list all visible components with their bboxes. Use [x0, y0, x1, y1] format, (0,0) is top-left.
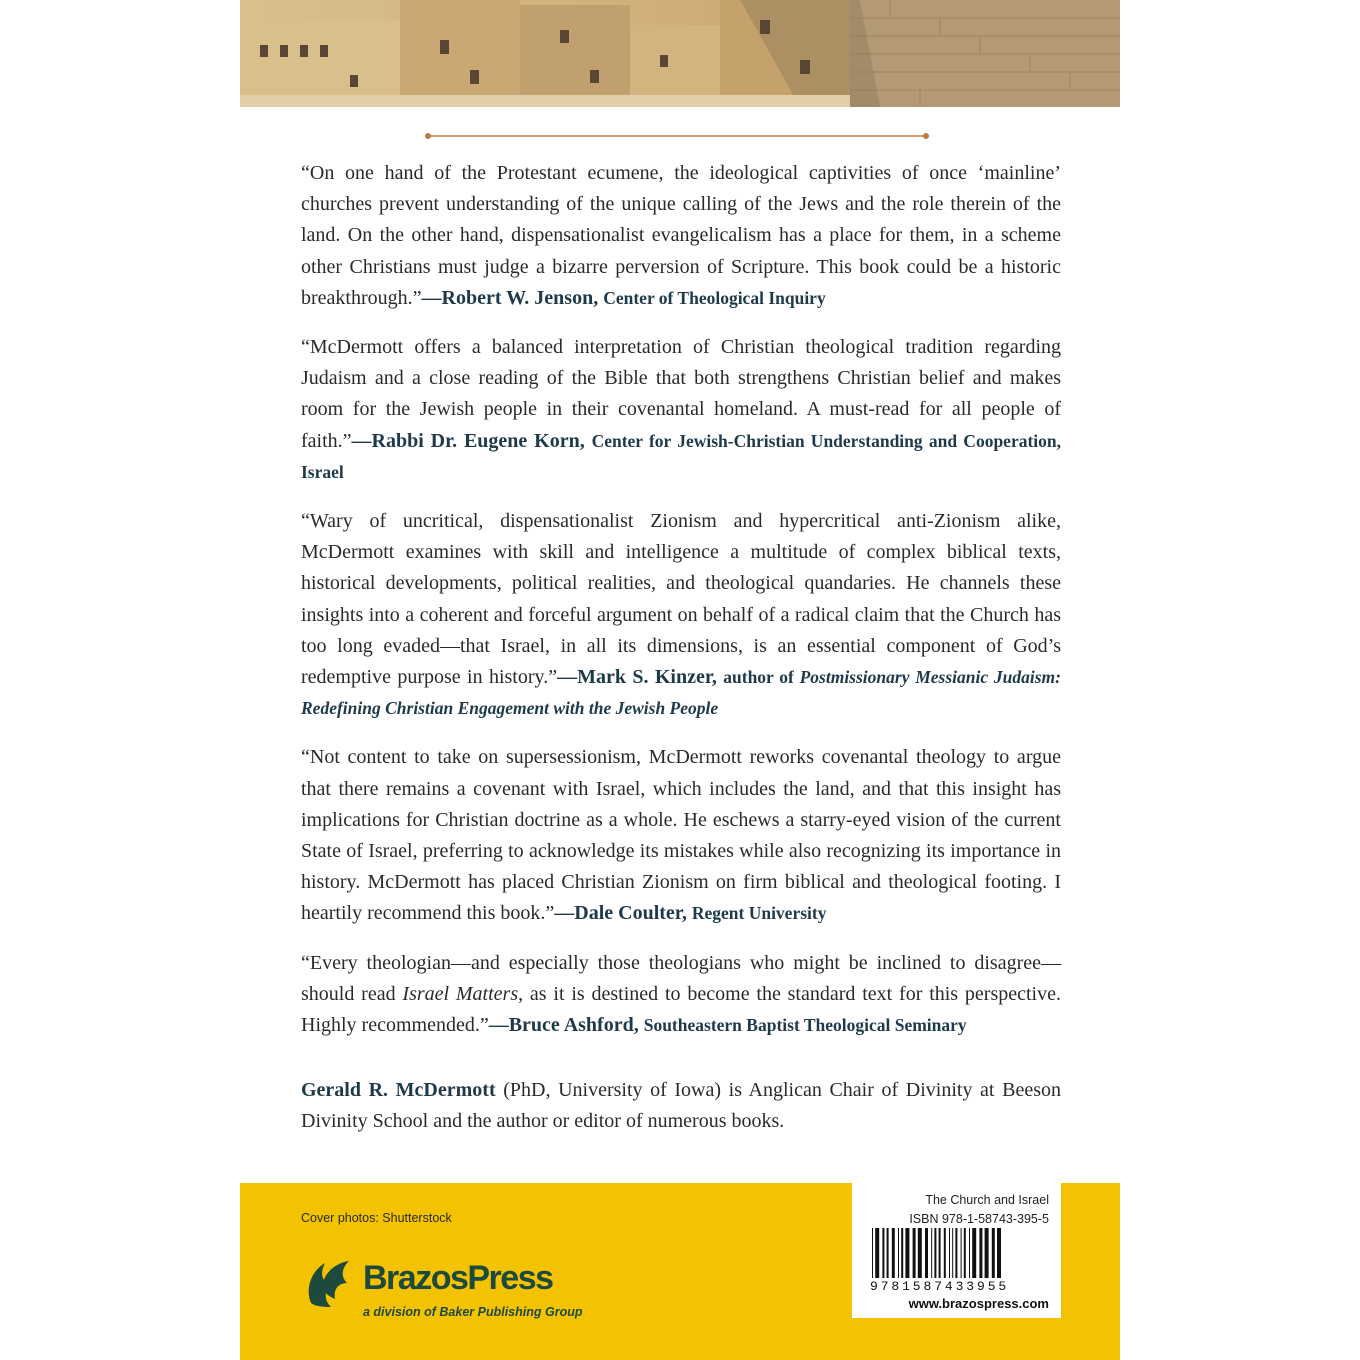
barcode-bar [898, 1228, 899, 1278]
book-title: Israel Matters [402, 982, 519, 1005]
quote-text: “Not content to take on supersessionism, McDermott reworks covenantal theology to argue that there remains a covenant with Israel, which includes the land, and that this insight has implications for Christian doctrine as a whole. He eschews a starry-eyed vision of the current State of Israel, preferring to acknowledge its mistakes while also recognizing its importance in history. McDermott has placed Christian Zionism on firm biblical and theological footing. I heartily recommend this book.” [301, 746, 1061, 925]
isbn-label: ISBN 978-1-58743-395-5 [909, 1212, 1049, 1226]
endorsement-coulter [301, 742, 1061, 929]
ornament-rule [425, 132, 929, 140]
series-title: The Church and Israel [925, 1193, 1049, 1207]
endorser-affiliation: Regent University [691, 903, 827, 924]
endorser-name: —Bruce Ashford, [488, 1014, 639, 1037]
publisher-logo [301, 1253, 601, 1333]
quote-text: “Wary of uncritical, dispensationalist Zionism and hypercritical anti-Zionism alike, McDermott examines with skill and intelligence a multitude of complex biblical texts, historical developments, political realities, and theological quandaries. He channels these insights into a coherent and forceful argument on behalf of a radical claim that the Church has too long evaded—that Israel, in all its dimensions, is an essential component of God’s redemptive purpose in history.” [301, 510, 1061, 689]
barcode-bar [931, 1228, 932, 1278]
barcode-bar [964, 1228, 966, 1278]
barcode-bar [949, 1228, 950, 1278]
barcode-digits: 9781587433955 [870, 1279, 1010, 1294]
barcode-bar [872, 1228, 873, 1278]
book-title: Postmissionary Messianic Judaism: Redefining Christian Engagement with the Jewish People [301, 667, 1061, 719]
brazos-flame-logo-icon [301, 1253, 357, 1309]
endorser-name: —Mark S. Kinzer, [557, 666, 717, 689]
quote-text: , as it is destined to become the standard text for this perspective. Highly recommended.” [301, 982, 1061, 1037]
endorser-affiliation: Center for Jewish-Christian Understanding and Cooperation, Israel [301, 430, 1062, 482]
barcode-bar [961, 1228, 962, 1278]
barcode-bar [892, 1228, 895, 1278]
endorsement-ashford [301, 948, 1061, 1042]
author-bio [301, 1075, 1061, 1137]
endorsement-kinzer [301, 506, 1061, 724]
barcode-bar [882, 1228, 884, 1278]
barcode-bar [944, 1228, 946, 1278]
endorser-affiliation: Center of Theological Inquiry [603, 287, 826, 308]
photo-credit: Cover photos: Shutterstock [301, 1211, 452, 1225]
publisher-url: www.brazospress.com [908, 1296, 1049, 1311]
barcode-bar [875, 1228, 879, 1278]
barcode-bar [952, 1228, 953, 1278]
back-cover [240, 0, 1120, 1360]
barcode-bar [969, 1228, 970, 1278]
endorsements [301, 158, 1061, 1157]
endorsement-korn [301, 332, 1061, 488]
barcode-bar [955, 1228, 957, 1278]
barcode-bar [992, 1228, 995, 1278]
barcode-bar [934, 1228, 936, 1278]
quote-text: “McDermott offers a balanced interpretation of Christian theological tradition regarding Judaism and a close reading of the Bible that both strengthens Christian belief and makes room for the Jewish people in their covenantal homeland. A must-read for all people of faith.” [301, 336, 1061, 452]
barcode-bar [939, 1228, 941, 1278]
isbn-barcode [870, 1228, 1050, 1280]
publisher-division: a division of Baker Publishing Group [363, 1305, 583, 1319]
barcode-bar [913, 1228, 916, 1278]
endorser-name: —Robert W. Jenson, [421, 286, 599, 309]
author-name: Gerald R. McDermott [301, 1079, 496, 1102]
barcode-bar [997, 1228, 1001, 1278]
barcode-bar [918, 1228, 922, 1278]
barcode-bar [979, 1228, 982, 1278]
barcode-bar [905, 1228, 909, 1278]
barcode-bar [887, 1228, 889, 1278]
endorser-name: —Dale Coulter, [554, 902, 687, 925]
endorser-affiliation: Southeastern Baptist Theological Seminary [643, 1015, 967, 1036]
barcode-bar [985, 1228, 989, 1278]
quote-text: “On one hand of the Protestant ecumene, the ideological captivities of once ‘mainline’ churches prevent understanding of the unique calling of the Jews and the role therein of the land. On the other hand, dispensationalist evangelicalism has a place for them, in a scheme other Christians must judge a bizarre perversion of Scripture. This book could be a historic breakthrough.” [301, 162, 1061, 309]
bio-text: (PhD, University of Iowa) is Anglican Chair of Divinity at Beeson Divinity School and the author or editor of numerous books. [301, 1079, 1061, 1133]
affiliation-prefix: author of [723, 667, 800, 688]
endorsement-jenson [301, 158, 1061, 314]
endorser-name: —Rabbi Dr. Eugene Korn, [351, 429, 585, 452]
barcode-bar [925, 1228, 928, 1278]
barcode-bar [901, 1228, 903, 1278]
quote-text: “Every theologian—and especially those theologians who might be inclined to disagree—should read [301, 951, 1061, 1005]
barcode-box [852, 1183, 1061, 1318]
jerusalem-western-wall-photo [240, 0, 1120, 107]
barcode-bar [972, 1228, 976, 1278]
publisher-name: BrazosPress [363, 1259, 553, 1297]
